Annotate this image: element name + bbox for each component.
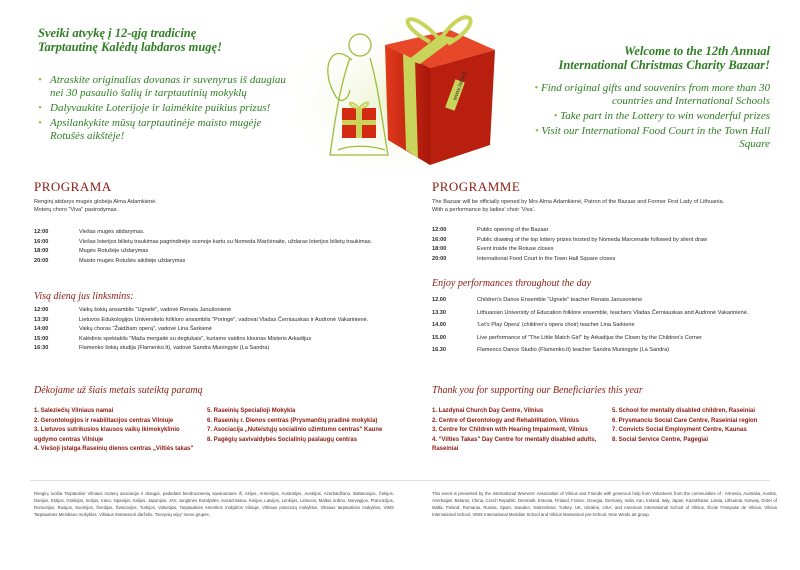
beneficiary-item: 8. Social Service Centre, Pagegiai	[612, 436, 709, 443]
performance-text: 'Let's Play Opera' (children's opera choir) teacher Lina Sarkiene	[477, 322, 635, 328]
performance-text: Live performance of "The Little Match Girl" by Arkadijus the Clown by the Children's Corner	[477, 334, 702, 341]
schedule-row	[432, 226, 777, 236]
lt-intro-line: Renginį atidarys mugės globėja Alma Adamkienė.	[34, 199, 157, 205]
lt-performances	[34, 306, 394, 354]
en-performances-title: Enjoy performances throughout the day	[432, 278, 592, 289]
en-welcome-line-1: Welcome to the 12th Annual	[624, 44, 770, 58]
en-intro-line: The Bazaar will be officially opened by Mrs Alma Adamkienė, Patron of the Bazaar and Former First Lady of Lithuania.	[432, 199, 725, 205]
beneficiary-item: 5. School for mentally disabled children, Raseiniai	[612, 408, 756, 414]
performance-time: 16.30	[432, 347, 446, 353]
schedule-text: Mugės Rotušėje uždarymas	[79, 248, 149, 255]
schedule-row	[432, 255, 777, 265]
en-thanks-title: Thank you for supporting our Beneficiaries this year	[432, 385, 643, 396]
beneficiary-item: 3. Lietuvos sutrikusios klausos vaikų ikimokyklinio ugdymo centras Vilniuje	[34, 427, 180, 443]
lt-highlight-item: • Atraskite originalias dovanas ir suvenyrus iš daugiau nei 30 pasaulio šalių ir tarptautinių mokyklų	[38, 74, 288, 100]
en-welcome-heading	[510, 44, 770, 72]
performance-time: 14.00	[432, 322, 446, 328]
schedule-time: 18:00	[34, 248, 49, 255]
beneficiary-item: 7. Convicts Social Employment Centre, Kaunas	[612, 427, 747, 433]
performance-time: 13.30	[432, 309, 446, 316]
schedule-text: Viešas mugės atidarymas.	[79, 229, 145, 235]
performance-row	[34, 306, 394, 316]
performance-row	[432, 344, 777, 357]
performance-row	[34, 335, 394, 345]
en-footer-credits: This event is presented by the International Womens' Association of Vilnius and Friends with generous help from Volunteers from the communities of : Armenia, Australia, Austria, Azerbaijan, Belarus, China, Czech Republic, Denmark, Estonia, Finland, France, Georgia, Germany, India, Iran, Ireland, Italy, Japan, Kazakhstan, Latvia, Lithuania, Norway, Order of Malta, Poland, Romania, Russia, Spain, Sweden, Switzerland, Turkey, UK, Ukraine, USA; and American International School of Vilnius, École Française de Vilnius, Vilnius International School, VIMS International Meridian School and Vilnius Montessori pre-School, Nine Winds art group.	[432, 491, 777, 517]
lt-thanks-title: Dėkojame už šiais metais suteiktą paramą	[34, 385, 203, 396]
en-highlight-item: • Find original gifts and souvenirs from more than 30 countries and International Schools	[530, 82, 770, 108]
lt-intro-line: Moterų choro "Viva" pasirodymas.	[34, 207, 119, 213]
schedule-time: 16:00	[432, 236, 447, 243]
performance-row	[432, 319, 777, 332]
angel-gift-illustration	[290, 0, 520, 175]
schedule-text: Maisto mugės Rotušės aikštėje uždarymas	[79, 257, 186, 264]
lt-highlights	[38, 74, 288, 145]
beneficiary-item: 4. Viešoji įstaiga Raseinių dienos centras „Viltiės takas"	[34, 446, 194, 452]
en-performances	[432, 294, 777, 357]
lt-welcome-line-1: Sveiki atvykę į 12-ąją tradicinę	[38, 26, 197, 40]
en-program-intro	[432, 198, 777, 214]
schedule-row	[432, 236, 777, 246]
performance-text: Flamenko šokių studija (Flamenko.lt), vadovė Sandra Muningyte (La Sandra)	[79, 345, 270, 352]
performance-time: 15.00	[432, 334, 446, 341]
en-welcome-line-2: International Christmas Charity Bazaar!	[558, 58, 770, 72]
gift-tag-text: www.iwav.lt	[452, 70, 469, 102]
schedule-time: 20:00	[34, 257, 49, 264]
performance-text: Flamenco Dance Studio (Flamenko.lt) teacher Sandra Muningyte (La Sandra)	[477, 347, 670, 353]
lt-program-title: PROGRAMA	[34, 179, 112, 194]
lt-welcome-heading	[38, 26, 298, 54]
lt-schedule	[34, 228, 394, 266]
performance-text: Vaikų šokių ansamblis "Ugnelė", vadovė Renata Janušonienė	[79, 307, 232, 313]
beneficiary-item: 4. "Vilties Takas" Day Centre for mentally disabled adults, Raseiniai	[432, 436, 597, 452]
beneficiary-item: 6. Prysmanciu Social Care Centre, Raseiniai region	[612, 417, 758, 424]
performance-row	[34, 344, 394, 354]
en-intro-line: With a performance by ladies' choir 'Viva'.	[432, 207, 536, 213]
schedule-row	[34, 257, 394, 267]
beneficiary-item: 1. Lazdynai Church Day Centre, Vilnius	[432, 408, 544, 414]
performance-time: 13:30	[34, 316, 49, 323]
lt-program-intro	[34, 198, 394, 214]
performance-row	[432, 332, 777, 345]
en-highlight-item: • Visit our International Food Court in the Town Hall Square	[530, 125, 770, 151]
en-highlight-item: • Take part in the Lottery to win wonderful prizes	[530, 110, 770, 123]
lt-footer-credits: Renginį ruošia Tarptautinė Vilniaus moterų asociacija ir draugai, padedant bendruomenių savanoriams iš: Airijos, Armėnijos, Australijos, Austrijos, Azerbaidžano, Baltarusijos, Čekijos, Danijos, Estijos, Graikijos, Indijos, Irano, Ispanijos, Italijos, Japonijos, JAV, Jungtinės Karalystės, Kazachstano, Kinijos, Latvijos, Lenkijos, Lietuvos, Maltos ordino, Norvegijos, Prancūzijos, Rumunijos, Rusijos, Suomijos, Švedijos, Šveicarijos, Turkijos, Vokietijos, Tarptautinės Amerikos mokyklos Vilniuje, Vilniaus prancūzų mokyklos, Vilniaus tarptautinės mokyklos, VIMS Tarptautinės Meridiano mokyklos, Vilniaus Montessori darželio, "Devynių vėjų" meno grupės.	[34, 491, 394, 517]
schedule-time: 12:00	[34, 229, 49, 235]
performance-time: 12:00	[34, 307, 49, 313]
schedule-row	[34, 247, 394, 257]
beneficiary-item: 2. Centre of Gerontology and Rehabilitation, Vilnius	[432, 417, 579, 424]
schedule-row	[432, 245, 777, 255]
performance-time: 12.00	[432, 297, 446, 303]
schedule-row	[34, 228, 394, 238]
footer-divider	[30, 480, 770, 481]
lt-welcome-line-2: Tarptautinę Kalėdų labdaros mugę!	[38, 40, 222, 54]
en-schedule	[432, 226, 777, 264]
lt-beneficiaries-left	[34, 407, 199, 455]
schedule-time: 20:00	[432, 255, 447, 262]
schedule-text: Viešas loterijos bilietų traukimas pagrindinėje scenoje kartu su Nomeda Marčėnaite, uždaras loterijos bilietų traukimas.	[79, 238, 373, 245]
en-program-title: PROGRAMME	[432, 179, 521, 194]
performance-time: 14:00	[34, 326, 49, 333]
en-highlights	[530, 82, 770, 153]
beneficiary-item: 8. Pagėgių savivaldybės Socialinių paslaugų centras	[207, 436, 358, 443]
performance-text: Kalėdinis spektaklis "Maža mergaitė su degtukais", kuriame vaidins klounas Misteris Arkadijus	[79, 335, 312, 342]
performance-text: Vaikų choras "Žaidžiam operą", vadovė Lina Šarkienė	[79, 326, 212, 333]
beneficiary-item: 1. Saleziečių Vilniaus namai	[34, 408, 114, 414]
performance-time: 15:00	[34, 335, 49, 342]
beneficiary-item: 5. Raseinių Specialioji Mokykla	[207, 408, 296, 414]
schedule-time: 18:00	[432, 246, 447, 253]
performance-row	[432, 294, 777, 307]
schedule-time: 12:00	[432, 227, 447, 233]
lt-highlight-item: • Apsilankykite mūsų tarptautinėje maisto mugėje Rotušės aikštėje!	[38, 117, 288, 143]
lt-highlight-item: • Dalyvaukite Loterijoje ir laimėkite puikius prizus!	[38, 102, 288, 115]
performance-text: Lietuvos Edukologijos Universiteto folkloro ansamblis "Poringė", vadovai Vladas Černiauskas ir Audronė Vakarinienė.	[79, 316, 369, 323]
beneficiary-item: 2. Gerontologijos ir reabilitacijos centras Vilniuje	[34, 417, 174, 424]
schedule-text: International Food Court in the Town Hall Square closes	[477, 255, 616, 262]
performance-row	[432, 307, 777, 320]
lt-beneficiaries-right	[207, 407, 397, 445]
en-beneficiaries-right	[612, 407, 782, 445]
schedule-text: Event inside the Rotuse closes	[477, 246, 554, 253]
performance-text: Children's Dance Ensemble "Ugnele" teacher Renata Janusoniene	[477, 297, 643, 303]
schedule-time: 16:00	[34, 238, 49, 245]
performance-row	[34, 325, 394, 335]
schedule-row	[34, 238, 394, 248]
lt-performances-title: Visą dieną jus linksmins:	[34, 291, 134, 302]
schedule-text: Public drawing of the top lottery prizes hosted by Nomeda Marcenaite followed by silent draw	[477, 236, 708, 243]
beneficiary-item: 3. Centre for Children with Hearing Impairment, Vilnius	[432, 427, 588, 433]
beneficiary-item: 7. Asociacija „Nuteistųjų socialinio užimtumo centras" Kaune	[207, 427, 383, 433]
en-beneficiaries-left	[432, 407, 607, 455]
performance-row	[34, 316, 394, 326]
performance-text: Lithuanian University of Education folklore ensemble, teachers Vladas Černiauskas and Audronė Vakarinienė.	[477, 309, 749, 316]
schedule-text: Public opening of the Bazaar	[477, 227, 549, 233]
beneficiary-item: 6. Raseinių r. Dienos centras (Prysmančių pradinė mokykla)	[207, 417, 378, 424]
performance-time: 16:30	[34, 345, 49, 352]
